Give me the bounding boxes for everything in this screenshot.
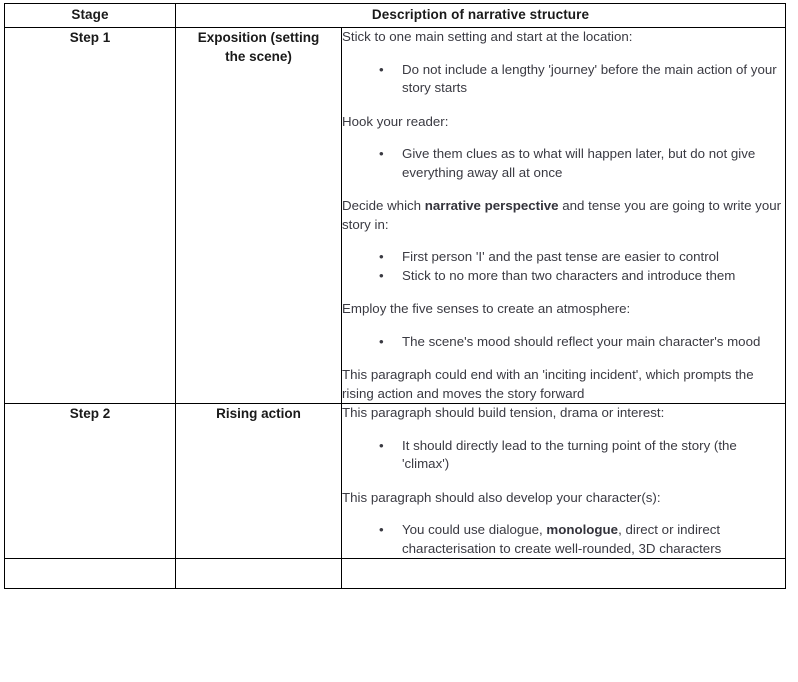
column-header-description-label: Description of narrative structure bbox=[371, 7, 590, 22]
bullet-icon: • bbox=[379, 333, 384, 349]
text-run-bold: narrative perspective bbox=[424, 198, 559, 213]
table-row bbox=[5, 559, 786, 589]
description-bullet-list bbox=[342, 248, 785, 285]
description-paragraph: Employ the five senses to create an atmosphere: bbox=[342, 301, 631, 316]
stage-cell bbox=[5, 404, 176, 559]
list-item-text: First person 'I' and the past tense are easier to control bbox=[402, 249, 719, 264]
stage-label: Step 1 bbox=[69, 30, 111, 45]
list-item-text: The scene's mood should reflect your main character's mood bbox=[402, 333, 761, 349]
list-item bbox=[342, 333, 785, 352]
stage-label: Step 2 bbox=[69, 406, 111, 421]
description-cell bbox=[342, 28, 786, 404]
stage-cell bbox=[5, 559, 176, 589]
description-bullet-list bbox=[342, 61, 785, 98]
column-header-description bbox=[176, 4, 786, 28]
description-paragraph-rich bbox=[342, 197, 785, 234]
bullet-icon: • bbox=[379, 249, 384, 264]
list-item bbox=[342, 61, 785, 98]
text-run: and tense you are going to write your story in: bbox=[342, 198, 782, 232]
description-cell bbox=[342, 559, 786, 589]
list-item bbox=[342, 267, 785, 286]
list-item bbox=[342, 521, 785, 558]
list-item-text: Give them clues as to what will happen later, but do not give everything away all at once bbox=[402, 146, 756, 180]
bullet-icon: • bbox=[379, 522, 384, 537]
stage-cell bbox=[5, 28, 176, 404]
list-item-text: Stick to no more than two characters and introduce them bbox=[402, 267, 736, 283]
list-item bbox=[342, 248, 785, 267]
table-row bbox=[5, 404, 786, 559]
bullet-icon: • bbox=[379, 146, 384, 161]
stage-name-cell bbox=[176, 559, 342, 589]
description-paragraph: Hook your reader: bbox=[342, 113, 449, 129]
description-paragraph: Stick to one main setting and start at the location: bbox=[342, 29, 633, 44]
table-header bbox=[5, 4, 786, 28]
stage-name-line-1: Exposition (setting bbox=[197, 30, 320, 45]
text-run: You could use dialogue, bbox=[402, 522, 547, 537]
description-bullet-list bbox=[342, 521, 785, 558]
stage-name-cell bbox=[176, 404, 342, 559]
description-paragraph: This paragraph should also develop your character(s): bbox=[342, 489, 661, 505]
description-paragraph: This paragraph could end with an 'inciting incident', which prompts the rising action and moves the story forward bbox=[342, 367, 754, 401]
text-run: , direct or indirect characterisation to create well-rounded, 3D characters bbox=[402, 522, 722, 556]
table-row bbox=[5, 28, 786, 404]
text-run-bold: monologue bbox=[546, 522, 619, 537]
list-item-text bbox=[402, 522, 721, 556]
column-header-stage-label: Stage bbox=[71, 7, 109, 22]
text-run: Decide which bbox=[342, 198, 425, 213]
bullet-icon: • bbox=[379, 267, 384, 283]
bullet-icon: • bbox=[379, 437, 384, 453]
narrative-structure-table bbox=[4, 3, 786, 589]
list-item bbox=[342, 145, 785, 182]
column-header-stage bbox=[5, 4, 176, 28]
table-body bbox=[5, 28, 786, 589]
description-bullet-list bbox=[342, 145, 785, 182]
description-bullet-list bbox=[342, 437, 785, 474]
table-header-row bbox=[5, 4, 786, 28]
description-paragraph: This paragraph should build tension, drama or interest: bbox=[342, 405, 665, 420]
description-bullet-list bbox=[342, 333, 785, 352]
description-cell bbox=[342, 404, 786, 559]
bullet-icon: • bbox=[379, 61, 384, 77]
list-item bbox=[342, 437, 785, 474]
stage-name-cell bbox=[176, 28, 342, 404]
stage-name-line-2: the scene) bbox=[225, 49, 292, 64]
list-item-text: It should directly lead to the turning point of the story (the 'climax') bbox=[402, 437, 737, 471]
stage-name-line-1: Rising action bbox=[216, 406, 301, 421]
list-item-text: Do not include a lengthy 'journey' before the main action of your story starts bbox=[402, 61, 777, 95]
